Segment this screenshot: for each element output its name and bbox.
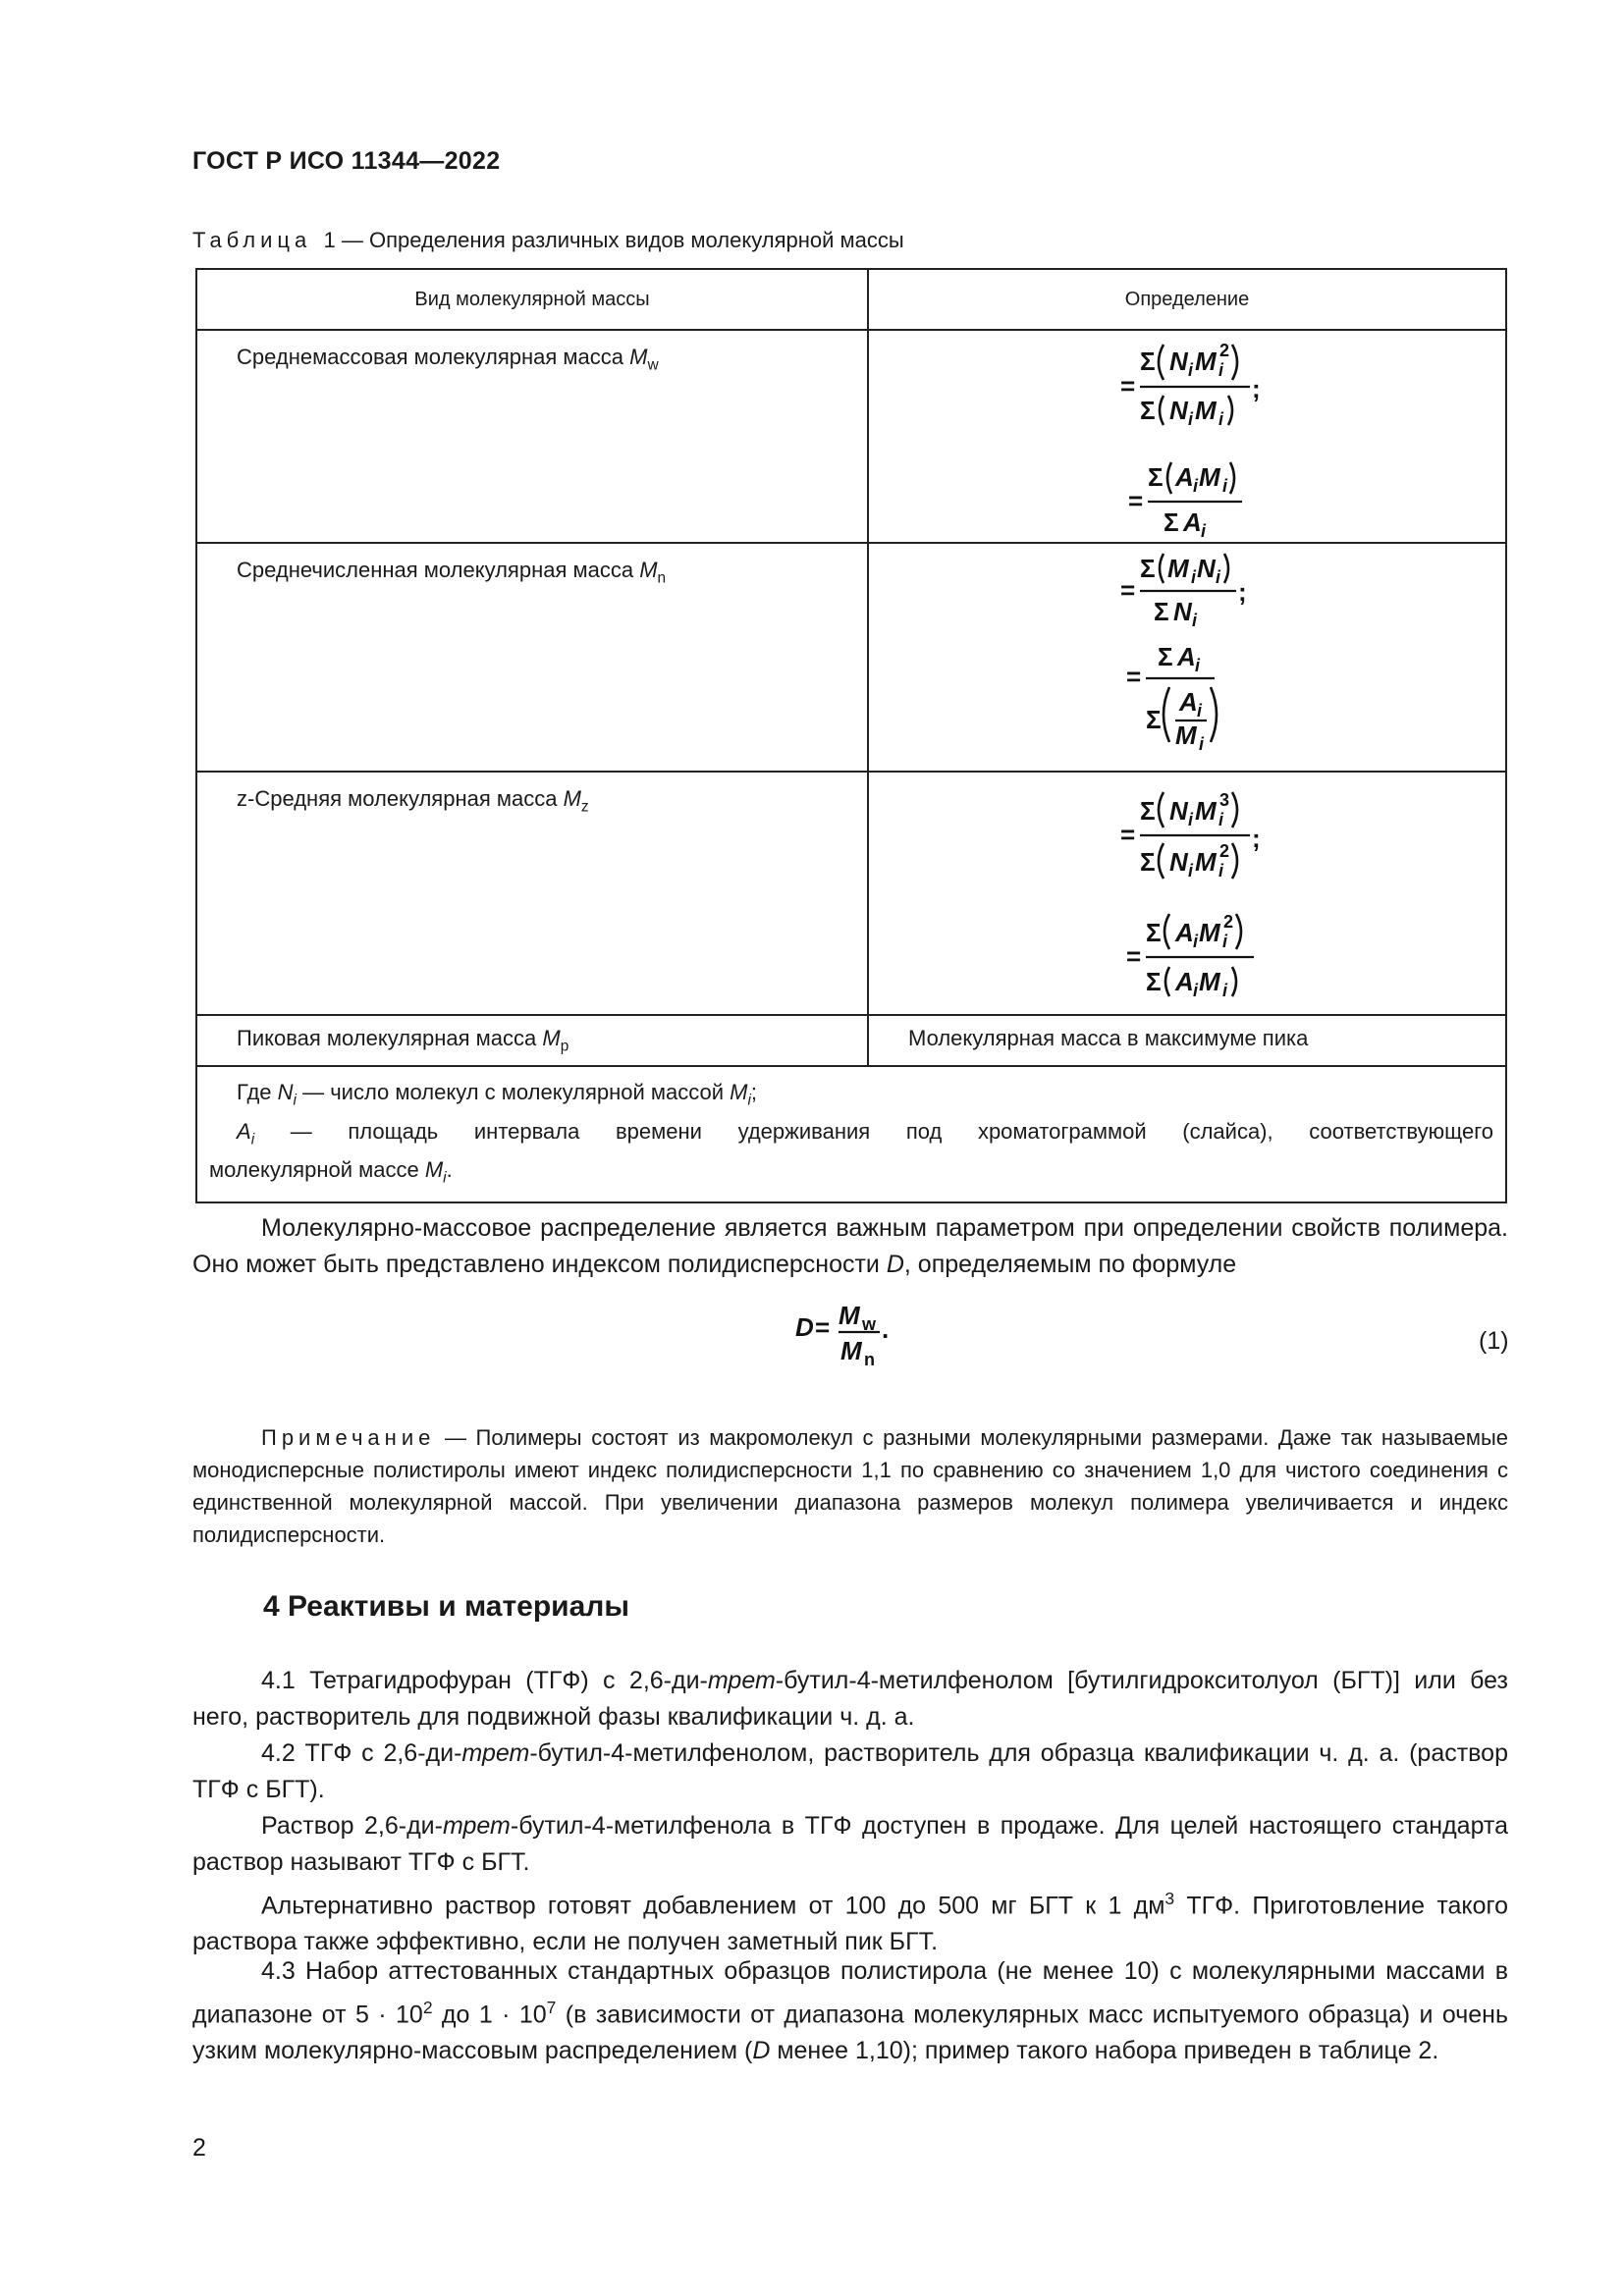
- mass-type-cell: [196, 330, 868, 543]
- paragraph-text: -бутил-4-метилфенолом, растворитель для образца квалификации ч. д. а. (раствор ТГФ с БГТ).: [192, 1739, 1508, 1803]
- sigma: Σ: [1146, 918, 1162, 947]
- note-text: — Полимеры состоят из макромолекул с разными молекулярными размерами. Даже так называемые монодисперсные полистиролы имеют индекс полидисперсности 1,1 по сравнению со значением 1,0 для чистого соединения с единственной молекулярной массой. При увеличении диапазона размеров молекул полимера увеличивается и индекс полидисперсности.: [192, 1425, 1508, 1547]
- eq-denominator-sub: n: [864, 1350, 875, 1369]
- equation-number: (1): [1479, 1327, 1509, 1355]
- symbol-a: A: [237, 1118, 251, 1144]
- formula-sub-i: i: [1191, 567, 1197, 587]
- mass-subscript: p: [560, 1038, 569, 1055]
- mz-formula: [869, 773, 1511, 1016]
- table-row: [196, 543, 1506, 772]
- table-header-row: [196, 269, 1506, 330]
- sigma: Σ: [1146, 967, 1162, 996]
- eq-numerator-sub: w: [862, 1314, 877, 1334]
- formula-a: A: [1179, 687, 1198, 717]
- formula-m: M: [1175, 721, 1197, 750]
- formula-sub-i: i: [1193, 981, 1199, 1000]
- legend-line: Где $N_i$ — число молекул с молекулярной массой $M_i$;: [237, 1080, 758, 1109]
- note-label: Примечание: [261, 1425, 436, 1450]
- italic-term: трет: [442, 1812, 511, 1840]
- symbol-m: M: [424, 1157, 444, 1183]
- formula-equals: =: [1120, 820, 1136, 849]
- paragraph-text: -бутил-4-метилфенола в ТГФ доступен в продаже. Для целей настоящего стандарта раствор называют ТГФ с БГТ.: [192, 1812, 1508, 1876]
- formula-sub-i: i: [1193, 476, 1199, 496]
- legend-text: молекулярной массе: [209, 1157, 419, 1183]
- molecular-mass-table: [195, 268, 1507, 1203]
- paragraph-text: Молекулярно-массовое распределение является важным параметром при определении свойств полимера. Оно может быть представлено индексом полидисперсности: [192, 1214, 1508, 1278]
- definition-cell: [868, 772, 1506, 1015]
- table-legend-row: [196, 1066, 1506, 1201]
- semicolon: ;: [1252, 824, 1261, 853]
- sigma: Σ: [1140, 396, 1156, 425]
- formula-sup-2: 2: [1223, 912, 1234, 932]
- sigma: Σ: [1140, 796, 1156, 826]
- mass-type-cell: [196, 1015, 868, 1066]
- mass-subscript: w: [647, 356, 659, 374]
- formula-sub-i: i: [1188, 409, 1194, 429]
- paren-left: [1167, 462, 1171, 494]
- formula-sub-i: i: [1216, 567, 1221, 587]
- symbol-n: N: [277, 1080, 294, 1105]
- formula-equals: =: [1120, 371, 1136, 400]
- semicolon: ;: [1238, 577, 1247, 607]
- subscript-i: i: [443, 1169, 447, 1187]
- formula-sub-i: i: [1197, 701, 1203, 721]
- paragraph-text: Альтернативно раствор готовят добавлением от 100 до 500 мг БГТ к 1 дм: [261, 1892, 1165, 1920]
- formula-n: N: [1173, 597, 1192, 626]
- definition-cell: [868, 330, 1506, 543]
- formula-m: M: [1199, 462, 1220, 492]
- formula-sub-i: i: [1218, 409, 1224, 429]
- italic-term: трет: [707, 1667, 776, 1694]
- sigma: Σ: [1154, 597, 1169, 626]
- superscript: 7: [546, 1998, 557, 2017]
- paragraph-text: до 1 · 10: [432, 2001, 547, 2029]
- paren-left: [1159, 843, 1164, 879]
- paragraph-4-2: [192, 1735, 1508, 1808]
- sigma: Σ: [1146, 705, 1162, 734]
- paren-right: [1230, 462, 1234, 494]
- paragraph-text: ТГФ. Приготовление такого раствора также эффективно, если не получен заметный пик БГТ.: [192, 1892, 1508, 1956]
- formula-sup-2: 2: [1219, 341, 1230, 360]
- paren-left: [1160, 396, 1164, 425]
- legend-text: Где: [237, 1080, 272, 1105]
- formula-n: N: [1197, 554, 1216, 583]
- formula-sub-i: i: [1195, 656, 1201, 675]
- mass-type-label: Пиковая молекулярная масса: [237, 1026, 537, 1050]
- mw-formula: [869, 331, 1511, 544]
- formula-equals: =: [1120, 575, 1136, 605]
- table-row: [196, 1015, 1506, 1066]
- formula-a: A: [1175, 967, 1194, 996]
- sigma: Σ: [1140, 347, 1156, 376]
- mass-type-cell: [196, 772, 868, 1015]
- paren-left: [1164, 914, 1169, 949]
- legend-line: молекулярной массе $M_i$.: [209, 1157, 453, 1187]
- paragraph-text: 4.2 ТГФ с 2,6-ди-: [261, 1739, 462, 1767]
- legend-line: [209, 1116, 1493, 1154]
- paren-right: [1232, 843, 1237, 879]
- eq-lhs: D: [795, 1312, 814, 1342]
- italic-term: трет: [461, 1739, 530, 1767]
- symbol-d: D: [752, 2037, 771, 2065]
- legend-text: — число молекул с молекулярной массой: [302, 1080, 725, 1105]
- formula-sup-3: 3: [1219, 790, 1230, 810]
- table-caption-text: 1 — Определения различных видов молекулярной массы: [323, 228, 904, 252]
- paren-right: [1236, 914, 1241, 949]
- paren-right: [1232, 345, 1237, 380]
- sigma: Σ: [1164, 507, 1179, 537]
- formula-m: M: [1195, 796, 1217, 826]
- eq-denominator: M: [840, 1336, 862, 1365]
- formula-m: M: [1199, 918, 1220, 947]
- formula-n: N: [1169, 347, 1188, 376]
- formula-sub-i: i: [1188, 861, 1194, 881]
- paragraph-text: 4.1 Тетрагидрофуран (ТГФ) с 2,6-ди-: [261, 1667, 708, 1694]
- formula-sub-i: i: [1199, 734, 1205, 754]
- mass-subscript: z: [580, 798, 589, 816]
- paragraph-4-3: [192, 1953, 1508, 2069]
- formula-sub-i: i: [1218, 360, 1224, 380]
- table-caption-label: Таблица: [192, 228, 312, 252]
- formula-sub-i: i: [1188, 810, 1194, 829]
- paren-right: [1232, 967, 1236, 996]
- definition-cell: Молекулярная масса в максимуме пика: [868, 1015, 1506, 1066]
- formula-sub-i: i: [1218, 861, 1224, 881]
- subscript-i: i: [293, 1092, 297, 1109]
- paragraph-text: , определяемым по формуле: [903, 1251, 1237, 1278]
- table-row: [196, 330, 1506, 543]
- formula-m: M: [1199, 967, 1220, 996]
- mass-type-label: Среднечисленная молекулярная масса: [237, 558, 634, 582]
- paragraph-mmd: [192, 1210, 1508, 1283]
- paragraph-text: менее 1,10); пример такого набора приведен в таблице 2.: [770, 2037, 1439, 2065]
- formula-sub-i: i: [1222, 932, 1228, 951]
- section-title: 4 Реактивы и материалы: [263, 1590, 629, 1623]
- formula-sub-i: i: [1193, 932, 1199, 951]
- formula-sub-i: i: [1222, 981, 1228, 1000]
- table-caption: [192, 228, 904, 253]
- sigma: Σ: [1148, 462, 1164, 492]
- subscript-i: i: [250, 1131, 255, 1148]
- equation-1: [795, 1291, 913, 1369]
- paragraph-text: (в зависимости от диапазона молекулярных масс испытуемого образца) и очень узким молекулярно-массовым распределением (: [192, 2001, 1508, 2065]
- symbol-d: D: [886, 1251, 904, 1278]
- formula-sup-2: 2: [1219, 841, 1230, 861]
- paren-right: [1228, 396, 1232, 425]
- table-legend: [196, 1066, 1506, 1201]
- paragraph-text: 4.3 Набор аттестованных стандартных образцов полистирола (не менее 10) с молекулярными массами в диапазоне от 5 · 10: [192, 1957, 1508, 2029]
- formula-sub-i: i: [1192, 611, 1198, 630]
- paren-right: [1211, 687, 1217, 742]
- formula-m: M: [1195, 347, 1217, 376]
- paren-right: [1232, 792, 1237, 828]
- semicolon: ;: [1252, 374, 1261, 403]
- paragraph-text: Раствор 2,6-ди-: [261, 1812, 443, 1840]
- mass-symbol: M: [542, 1026, 561, 1050]
- symbol-m: M: [730, 1080, 748, 1105]
- formula-equals: =: [1126, 662, 1142, 691]
- formula-n: N: [1169, 847, 1188, 877]
- page-number: 2: [192, 2134, 206, 2162]
- mass-symbol: M: [639, 558, 658, 582]
- eq-numerator: M: [839, 1301, 860, 1330]
- paren-left: [1165, 967, 1169, 996]
- formula-sub-i: i: [1201, 521, 1207, 541]
- paragraph-4-1: [192, 1663, 1508, 1735]
- mass-symbol: M: [629, 345, 648, 369]
- paren-left: [1159, 792, 1164, 828]
- paragraph-4-2-note-b: [192, 1881, 1508, 1960]
- formula-equals: =: [1128, 486, 1144, 515]
- formula-sub-i: i: [1222, 476, 1228, 496]
- formula-n: N: [1169, 396, 1188, 425]
- sigma: Σ: [1140, 847, 1156, 877]
- formula-a: A: [1177, 642, 1196, 671]
- superscript: 3: [1164, 1889, 1175, 1908]
- table-row: [196, 772, 1506, 1015]
- sigma: Σ: [1158, 642, 1173, 671]
- formula-m: M: [1167, 554, 1189, 583]
- subscript-i: i: [747, 1092, 751, 1109]
- formula-sub-i: i: [1188, 360, 1194, 380]
- document-header: ГОСТ Р ИСО 11344—2022: [192, 147, 501, 175]
- paragraph-text: -бутил-4-метилфенолом [бутилгидрокситолуол (БГТ)] или без него, растворитель для подвижной фазы квалификации ч. д. а.: [192, 1667, 1508, 1731]
- col-header-definition: Определение: [868, 269, 1506, 330]
- mass-subscript: n: [657, 569, 667, 587]
- eq-equals: =: [815, 1312, 831, 1342]
- mn-formula: [869, 544, 1511, 773]
- definition-cell: [868, 543, 1506, 772]
- note-paragraph: [192, 1421, 1508, 1551]
- paren-left: [1164, 687, 1169, 742]
- formula-a: A: [1183, 507, 1202, 537]
- paren-right: [1224, 554, 1228, 583]
- mass-symbol: M: [563, 786, 581, 811]
- mass-type-label: Среднемассовая молекулярная масса: [237, 345, 623, 369]
- sigma: Σ: [1140, 554, 1156, 583]
- formula-m: M: [1195, 847, 1217, 877]
- formula-m: M: [1195, 396, 1217, 425]
- superscript: 2: [422, 1998, 433, 2017]
- col-header-type: Вид молекулярной массы: [196, 269, 868, 330]
- formula-a: A: [1175, 462, 1194, 492]
- mass-type-cell: [196, 543, 868, 772]
- legend-text: — площадь интервала времени удерживания под хроматограммой (слайса), соответствующего: [290, 1118, 1493, 1144]
- formula-equals: =: [1126, 941, 1142, 971]
- paren-left: [1160, 554, 1164, 583]
- formula-a: A: [1175, 918, 1194, 947]
- formula-n: N: [1169, 796, 1188, 826]
- mass-type-label: z-Средняя молекулярная масса: [237, 786, 558, 811]
- formula-sub-i: i: [1218, 810, 1224, 829]
- paren-left: [1159, 345, 1164, 380]
- eq-period: .: [882, 1314, 890, 1344]
- paragraph-4-2-note-a: [192, 1808, 1508, 1881]
